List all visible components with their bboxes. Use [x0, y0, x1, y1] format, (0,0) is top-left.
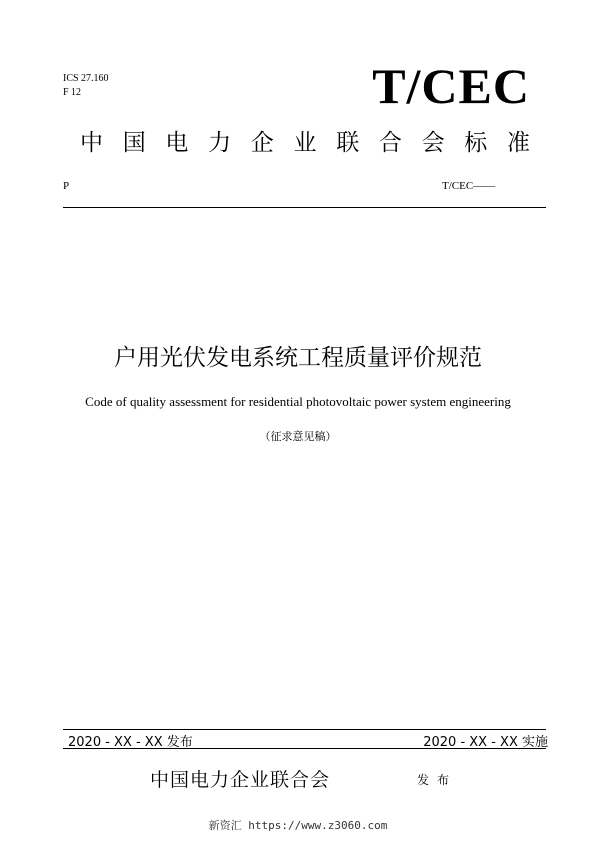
document-title-zh: 户用光伏发电系统工程质量评价规范 — [114, 345, 482, 371]
classification-codes — [63, 72, 109, 100]
standard-number: T/CEC—— — [442, 180, 496, 192]
header-divider — [63, 207, 546, 208]
footer-divider-bottom — [63, 748, 546, 749]
draft-status-label: （征求意见稿） — [259, 430, 337, 443]
issuer-name: 中国电力企业联合会 — [150, 769, 331, 791]
watermark-link[interactable]: 新资汇 https://www.z3060.com — [208, 819, 388, 832]
ics-code: ICS 27.160 — [63, 73, 109, 84]
association-standard-title: 中国电力企业联合会标准 — [80, 130, 530, 156]
footer-divider-top — [63, 729, 546, 730]
tcec-logo: T/CEC — [372, 58, 530, 114]
class-code: F 12 — [63, 87, 82, 98]
registration-code: P — [63, 180, 70, 192]
issue-date: 2020 - XX - XX 发布 — [68, 735, 193, 750]
implementation-date: 2020 - XX - XX 实施 — [423, 735, 548, 750]
publish-label: 发布 — [417, 773, 458, 787]
document-title-en: Code of quality assessment for residential photovoltaic power system engineering — [85, 394, 511, 409]
